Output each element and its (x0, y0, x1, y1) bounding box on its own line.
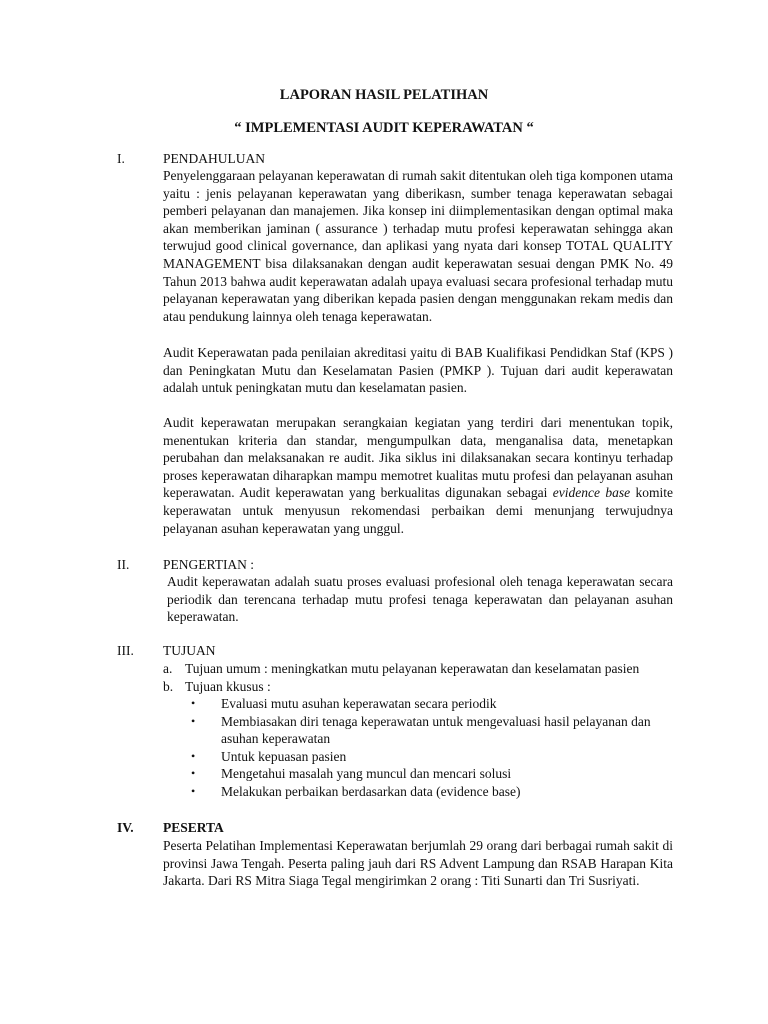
paragraph: Peserta Pelatihan Implementasi Keperawatan berjumlah 29 orang dari berbagai rumah sakit di provinsi Jawa Tengah. Peserta paling jauh dari RS Advent Lampung dan RSAB Harapan Kita Jakarta. Dari RS Mitra Siaga Tegal mengirimkan 2 orang : Titi Sunarti dan Tri Susriyati. (163, 838, 673, 889)
paragraph: Audit keperawatan merupakan serangkaian kegiatan yang terdiri dari menentukan topik, menentukan kriteria dan standar, mengumpulkan data, menganalisa data, menetapkan perubahan dan melaksanakan re audit. Jika siklus ini dilaksanakan secara kontinyu terhadap proses keperawatan diharapkan mampu memotret kualitas mutu profesi dan pelayanan asuhan keperawatan. Audit keperawatan yang berkualitas digunakan sebagai evidence base komite keperawatan untuk menyusun rekomendasi perbaikan demi menunjang terwujudnya pelayanan asuhan keperawatan yang unggul. (163, 415, 673, 536)
bullet-icon: • (191, 696, 196, 710)
section-number: IV. (117, 820, 134, 835)
list-item (191, 748, 675, 766)
section-number: I. (117, 151, 125, 166)
paragraph: Penyelenggaraan pelayanan keperawatan di rumah sakit ditentukan oleh tiga komponen utama yaitu : jenis pelayanan keperawatan yang diberikasn, sumber tenaga keperawatan sebagai pemberi pelayanan dan manajemen. Jika konsep ini diimplementasikan dengan optimal maka akan memberikan jaminan ( assurance ) terhadap mutu profesi keperawatan sehingga akan terwujud good clinical governance, dan aplikasi yang nyata dari konsep TOTAL QUALITY MANAGEMENT bisa dilaksanakan dengan audit keperawatan sesuai dengan PMK No. 49 Tahun 2013 bahwa audit keperawatan adalah upaya evaluasi secara profesional terhadap mutu pelayanan keperawatan yang diberikan kepada pasien dengan menggunakan rekam medis dan atau pendukung lainnya oleh tenaga keperawatan. (163, 168, 673, 324)
list-marker: a. (163, 661, 173, 676)
section-number: II. (117, 557, 130, 572)
list-item-text: Tujuan kkusus : (185, 678, 271, 694)
document-subtitle: “ IMPLEMENTASI AUDIT KEPERAWATAN “ (234, 120, 534, 136)
list-item-text: Mengetahui masalah yang muncul dan mencari solusi (221, 766, 512, 782)
section-heading: TUJUAN (163, 643, 216, 658)
section-heading: PENGERTIAN : (163, 557, 255, 572)
list-item-text: Untuk kepuasan pasien (221, 748, 347, 764)
list-item (191, 713, 675, 748)
emphasis-evidence-base: evidence base (552, 485, 631, 501)
section-heading: PENDAHULUAN (163, 151, 265, 166)
list-item (163, 678, 673, 696)
bullet-icon: • (191, 783, 196, 798)
list-item-text: Tujuan umum : meningkatkan mutu pelayanan keperawatan dan keselamatan pasien (185, 661, 640, 676)
list-item (163, 660, 673, 678)
list-item (191, 783, 675, 801)
objective-list (163, 660, 673, 695)
list-item-text: Evaluasi mutu asuhan keperawatan secara periodik (221, 696, 497, 711)
bullet-icon: • (191, 713, 196, 728)
section-number: III. (117, 643, 134, 658)
bullet-icon: • (191, 766, 196, 781)
bullet-icon: • (191, 748, 196, 763)
section-heading: PESERTA (163, 820, 224, 835)
list-item-text: Melakukan perbaikan berdasarkan data (evidence base) (221, 783, 521, 799)
paragraph: Audit Keperawatan pada penilaian akreditasi yaitu di BAB Kualifikasi Pendidkan Staf (KPS ) dan Peningkatan Mutu dan Keselamatan Pasien (PMKP ). Tujuan dari audit keperawatan adalah untuk peningkatan mutu dan keselamatan pasien. (163, 345, 673, 396)
list-item-text: Membiasakan diri tenaga keperawatan untuk mengevaluasi hasil pelayanan dan asuhan keperawatan (221, 713, 651, 747)
specific-objective-list (191, 695, 675, 801)
document-title: LAPORAN HASIL PELATIHAN (279, 87, 489, 103)
list-item (191, 695, 675, 713)
list-marker: b. (163, 678, 174, 694)
list-item (191, 765, 675, 783)
paragraph: Audit keperawatan adalah suatu proses evaluasi profesional oleh tenaga keperawatan secara periodik dan terencana terhadap mutu profesi tenaga keperawatan dan pelayanan asuhan keperawatan. (167, 574, 673, 625)
